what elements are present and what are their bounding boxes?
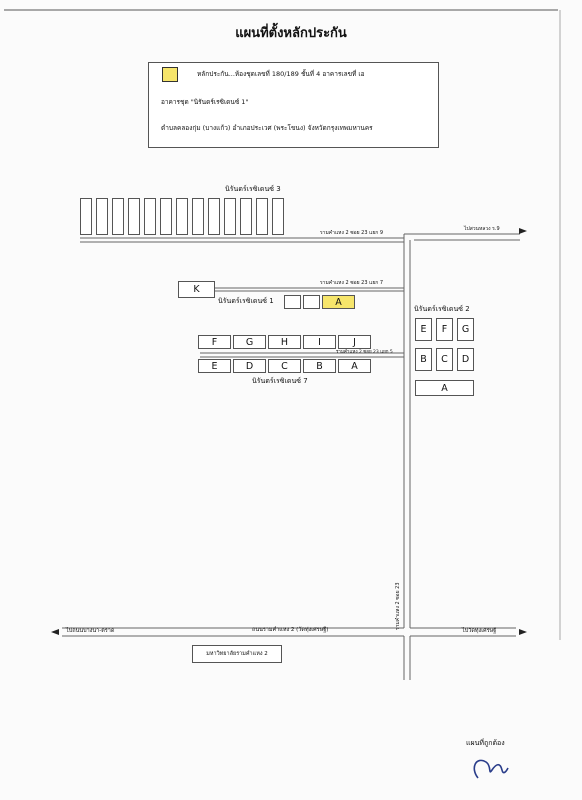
- nr3-unit: [144, 198, 156, 235]
- building-a: A: [338, 359, 371, 373]
- nr2-building-c: C: [436, 348, 453, 371]
- legend-line-2: อาคารชุด "นิรันดร์เรซิเดนซ์ 1": [161, 98, 249, 106]
- nr2-building-f: F: [436, 318, 453, 341]
- nr2-building-d: D: [457, 348, 474, 371]
- building-d: D: [233, 359, 266, 373]
- road-label-soi7: รามคำแหง 2 ซอย 23 แยก 7: [320, 280, 384, 286]
- nr3-unit: [80, 198, 92, 235]
- building-h: H: [268, 335, 301, 349]
- building-g: G: [233, 335, 266, 349]
- road-label-main: ถนนรามคำแหง 2 (วัดทุ่งเศรษฐี): [252, 627, 329, 633]
- label-nr7: นิรันดร์เรซิเดนซ์ 7: [252, 377, 308, 385]
- page-title: แผนที่ตั้งหลักประกัน: [235, 26, 347, 41]
- nr3-unit: [192, 198, 204, 235]
- nr1-unit: [303, 295, 320, 309]
- building-a-collateral: A: [322, 295, 355, 309]
- nr3-unit: [240, 198, 252, 235]
- building-j: J: [338, 335, 371, 349]
- building-e: E: [198, 359, 231, 373]
- nr3-unit: [208, 198, 220, 235]
- signature-scribble: [474, 760, 508, 778]
- nr3-unit: [272, 198, 284, 235]
- road-label-to-left: ไปถนนบางนา-ตราด: [66, 628, 115, 634]
- building-f: F: [198, 335, 231, 349]
- nr2-building-g: G: [457, 318, 474, 341]
- nr3-unit: [96, 198, 108, 235]
- nr1-unit: [284, 295, 301, 309]
- university-box: มหาวิทยาลัยรามคำแหง 2: [192, 645, 282, 663]
- label-nr3: นิรันดร์เรซิเดนซ์ 3: [225, 185, 281, 193]
- nr2-building-b: B: [415, 348, 432, 371]
- nr3-unit: [112, 198, 124, 235]
- building-b: B: [303, 359, 336, 373]
- nr2-building-e: E: [415, 318, 432, 341]
- road-label-to-suan: ไปสวนหลวง ร.9: [464, 226, 500, 232]
- legend-line-1: หลักประกัน...ห้องชุดเลขที่ 180/189 ชั้นที่ 4 อาคารเลขที่ เอ: [197, 70, 365, 78]
- nr2-building-a: A: [415, 380, 474, 396]
- road-label-to-right: ไปวัดทุ่งเศรษฐี: [462, 628, 497, 634]
- arrow-right-icon: [519, 228, 527, 234]
- road-label-soi5: รามคำแหง 2 ซอย 23 แยก 5: [336, 350, 393, 355]
- signoff-label: แผนที่ถูกต้อง: [466, 739, 505, 747]
- building-i: I: [303, 335, 336, 349]
- label-nr1: นิรันดร์เรซิเดนซ์ 1: [218, 297, 274, 305]
- building-k: K: [178, 281, 215, 298]
- arrow-left-icon: [51, 629, 59, 635]
- nr3-unit: [128, 198, 140, 235]
- road-label-soi23: รามคำแหง 2 ซอย 23: [395, 582, 401, 630]
- legend-swatch: [162, 67, 178, 82]
- nr3-unit: [160, 198, 172, 235]
- label-nr2: นิรันดร์เรซิเดนซ์ 2: [414, 305, 470, 313]
- road-label-soi9: รามคำแหง 2 ซอย 23 แยก 9: [320, 230, 384, 236]
- arrow-right-icon: [519, 629, 527, 635]
- nr3-unit: [224, 198, 236, 235]
- building-c: C: [268, 359, 301, 373]
- nr3-unit: [176, 198, 188, 235]
- legend-line-3: ตำบลคลองกุ่ม (บางแก้ว) อำเภอประเวศ (พระโขนง) จังหวัดกรุงเทพมหานคร: [161, 124, 373, 132]
- legend-box: [148, 62, 439, 148]
- nr3-unit: [256, 198, 268, 235]
